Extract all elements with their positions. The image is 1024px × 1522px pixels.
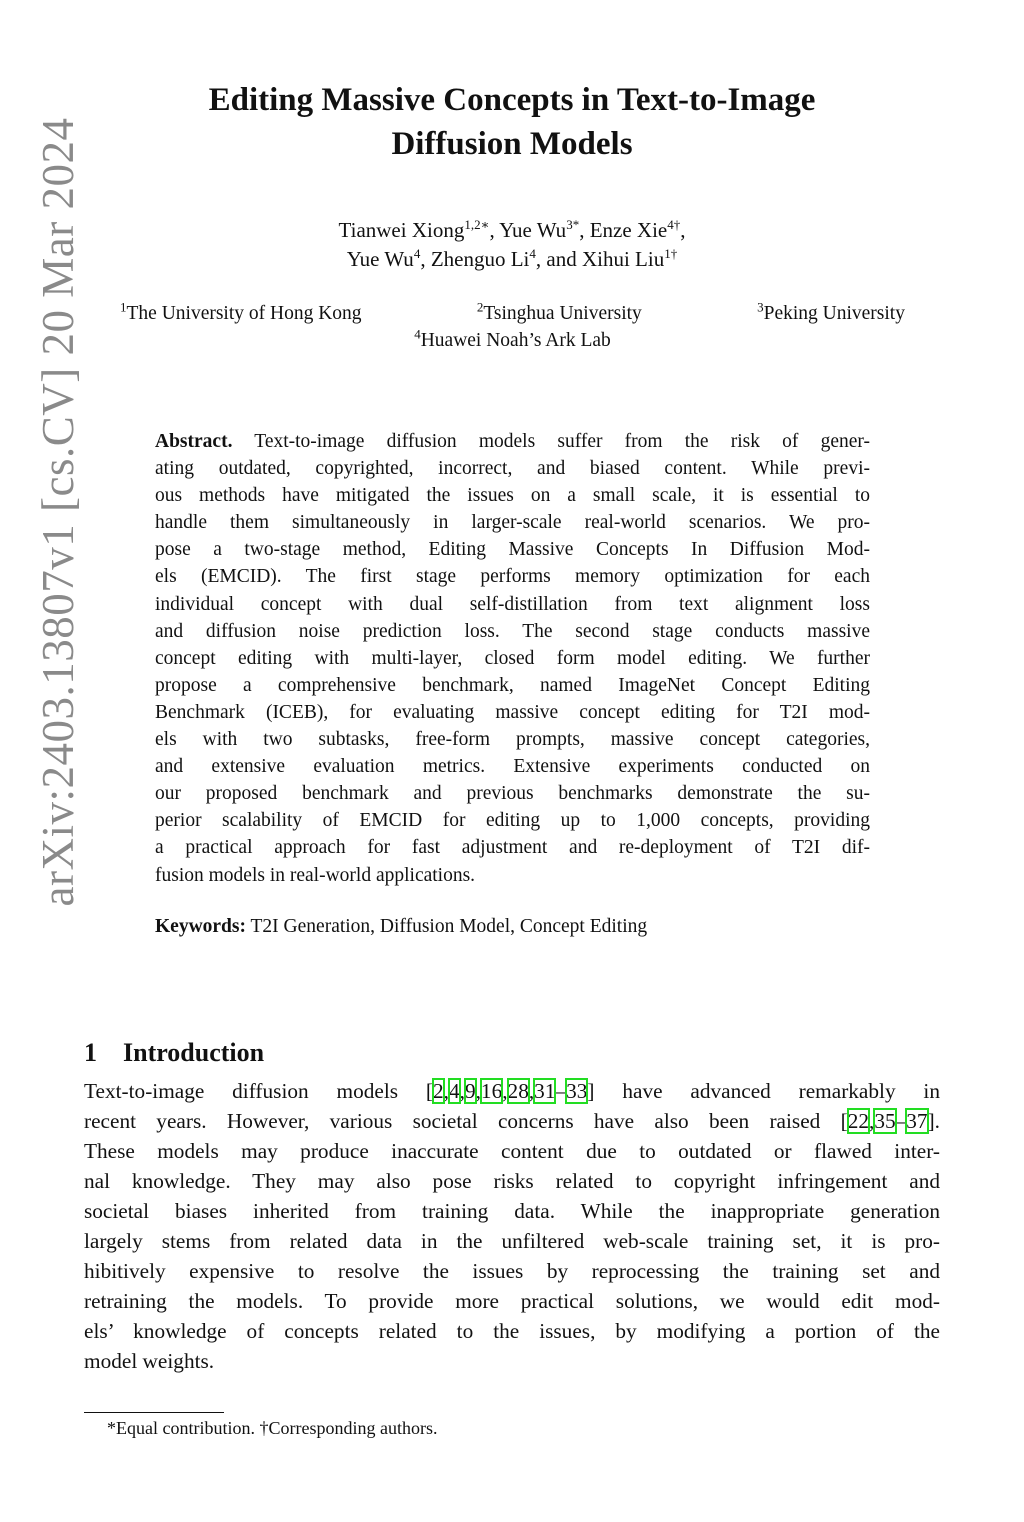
author-affiliation-mark: 1,2∗	[464, 217, 490, 232]
paper-title	[0, 78, 1024, 166]
author-separator: ,	[420, 247, 431, 271]
intro-line	[84, 1226, 940, 1256]
affiliation: $^2$Tsinghua University	[476, 299, 642, 324]
intro-line	[84, 1106, 940, 1136]
keywords-text: T2I Generation, Diffusion Model, Concept Editing	[246, 916, 648, 937]
abstract-text: ating outdated, copyrighted, incorrect, and biased content. While previ-	[155, 458, 870, 480]
abstract-text: propose a comprehensive benchmark, named ImageNet Concept Editing	[155, 674, 870, 696]
author: Yue Wu	[346, 247, 414, 271]
intro-text: largely stems from related data in the unfiltered web-scale training set, it is pro-	[84, 1229, 940, 1253]
author-affiliation-mark: 1†	[664, 246, 678, 261]
intro-text: nal knowledge. They may also pose risks related to copyright infringement and	[84, 1169, 940, 1193]
footnote: *Equal contribution. †Corresponding authors.	[107, 1418, 438, 1438]
section-number: 1	[84, 1038, 97, 1067]
author: Enze Xie	[589, 218, 668, 242]
intro-text: ].	[927, 1109, 940, 1133]
keywords-label: Keywords:	[155, 916, 246, 937]
abstract-line	[155, 536, 870, 563]
abstract-text: a practical approach for fast adjustment and re-deployment of T2I dif-	[155, 837, 870, 859]
intro-line	[84, 1286, 940, 1316]
citation-link[interactable]: 9	[464, 1079, 476, 1103]
section-heading	[84, 1038, 264, 1068]
abstract-line	[155, 753, 870, 780]
intro-text: ,	[528, 1079, 535, 1103]
author-separator: ,	[680, 218, 686, 242]
citation-link[interactable]: 37	[906, 1109, 928, 1133]
abstract-line	[155, 482, 870, 509]
abstract-text: Text-to-image diffusion models suffer from the risk of gener-	[232, 431, 870, 452]
intro-text: societal biases inherited from training data. While the inappropriate generation	[84, 1199, 940, 1223]
author-separator: , and	[535, 247, 582, 271]
author-line	[0, 245, 1024, 274]
abstract-line	[155, 509, 870, 536]
author: Zhenguo Li	[430, 247, 530, 271]
intro-text: model weights.	[84, 1349, 215, 1373]
abstract-line	[155, 618, 870, 645]
author: Tianwei Xiong	[338, 218, 465, 242]
intro-text: hibitively expensive to resolve the issues by reprocessing the training set and	[84, 1259, 940, 1283]
citation-link[interactable]: 31	[534, 1079, 556, 1103]
abstract-text: fusion models in real-world applications.	[155, 864, 476, 886]
affiliation: $^4$Huawei Noah’s Ark Lab	[414, 326, 611, 351]
abstract-line	[155, 780, 870, 807]
intro-text: ,	[475, 1079, 481, 1103]
intro-text: ,	[869, 1109, 875, 1133]
arxiv-stamp: arXiv:2403.13807v1 [cs.CV] 20 Mar 2024	[33, 117, 83, 907]
intro-line	[84, 1166, 940, 1196]
intro-text: els’ knowledge of concepts related to the issues, by modifying a portion of the	[84, 1319, 940, 1343]
intro-line	[84, 1076, 940, 1106]
author-affiliation-mark: 4	[413, 246, 421, 261]
citation-link[interactable]: 35	[874, 1109, 896, 1133]
intro-line	[84, 1136, 940, 1166]
author-affiliation-mark: 3*	[566, 217, 580, 232]
authors	[0, 216, 1024, 274]
abstract-text: Benchmark (ICEB), for evaluating massive concept editing for T2I mod-	[155, 701, 870, 723]
citation-link[interactable]: 22	[847, 1109, 869, 1133]
abstract-line	[155, 834, 870, 861]
intro-text: These models may produce inaccurate content due to outdated or flawed inter-	[84, 1139, 940, 1163]
abstract-text: ous methods have mitigated the issues on a small scale, it is essential to	[155, 485, 870, 507]
intro-text: –	[555, 1079, 567, 1103]
abstract-text: individual concept with dual self-distillation from text alignment loss	[155, 593, 870, 615]
intro-text: ,	[443, 1079, 449, 1103]
abstract-text: concept editing with multi-layer, closed form model editing. We further	[155, 647, 870, 669]
intro-text: –	[895, 1109, 907, 1133]
intro-line	[84, 1346, 940, 1376]
abstract-text: perior scalability of EMCID for editing up to 1,000 concepts, providing	[155, 810, 870, 832]
intro-text: ,	[502, 1079, 508, 1103]
keywords	[155, 916, 647, 938]
abstract-text: els with two subtasks, free-form prompts, massive concept categories,	[155, 729, 870, 751]
abstract-line	[155, 807, 870, 834]
intro-text: Text-to-image diffusion models [	[84, 1079, 433, 1103]
affiliation: $^1$The University of Hong Kong	[120, 299, 362, 324]
abstract-line	[155, 726, 870, 753]
abstract-line	[155, 455, 870, 482]
affiliation: $^3$Peking University	[757, 299, 905, 324]
intro-text: ] have advanced remarkably in	[587, 1079, 940, 1103]
author-affiliation-mark: 4†	[667, 217, 681, 232]
abstract	[155, 428, 870, 889]
author-separator: ,	[579, 218, 590, 242]
introduction-paragraph	[84, 1076, 940, 1376]
abstract-line	[155, 699, 870, 726]
author-affiliation-mark: 4	[529, 246, 536, 261]
citation-link[interactable]: 33	[566, 1079, 588, 1103]
citation-link[interactable]: 4	[448, 1079, 460, 1103]
abstract-text: pose a two-stage method, Editing Massive Concepts In Diffusion Mod-	[155, 539, 870, 561]
abstract-line	[155, 862, 870, 889]
author: Yue Wu	[499, 218, 567, 242]
abstract-text: our proposed benchmark and previous benchmarks demonstrate the su-	[155, 783, 870, 805]
citation-link[interactable]: 16	[480, 1079, 503, 1103]
abstract-text: handle them simultaneously in larger-scale real-world scenarios. We pro-	[155, 512, 870, 534]
abstract-line	[155, 591, 870, 618]
intro-text: recent years. However, various societal concerns have also been raised [	[84, 1109, 848, 1133]
abstract-line	[155, 563, 870, 590]
footnote-rule	[84, 1412, 224, 1413]
intro-line	[84, 1316, 940, 1346]
intro-text: retraining the models. To provide more practical solutions, we would edit mod-	[84, 1289, 940, 1313]
author-separator: ,	[489, 218, 500, 242]
abstract-text: and diffusion noise prediction loss. The second stage conducts massive	[155, 620, 870, 642]
abstract-text: els (EMCID). The first stage performs memory optimization for each	[155, 566, 870, 588]
title-line: Editing Massive Concepts in Text-to-Image	[208, 82, 816, 118]
affiliations	[120, 300, 905, 354]
intro-line	[84, 1196, 940, 1226]
abstract-text: and extensive evaluation metrics. Extensive experiments conducted on	[155, 756, 870, 778]
author: Xihui Liu	[581, 247, 665, 271]
author-line	[0, 216, 1024, 245]
abstract-line	[155, 672, 870, 699]
citation-link[interactable]: 2	[432, 1079, 444, 1103]
abstract-line	[155, 428, 870, 455]
abstract-line	[155, 645, 870, 672]
abstract-label: Abstract.	[155, 431, 233, 452]
title-line: Diffusion Models	[391, 126, 633, 162]
intro-text: ,	[459, 1079, 465, 1103]
citation-link[interactable]: 28	[507, 1079, 529, 1103]
intro-line	[84, 1256, 940, 1286]
section-title: Introduction	[123, 1038, 265, 1067]
